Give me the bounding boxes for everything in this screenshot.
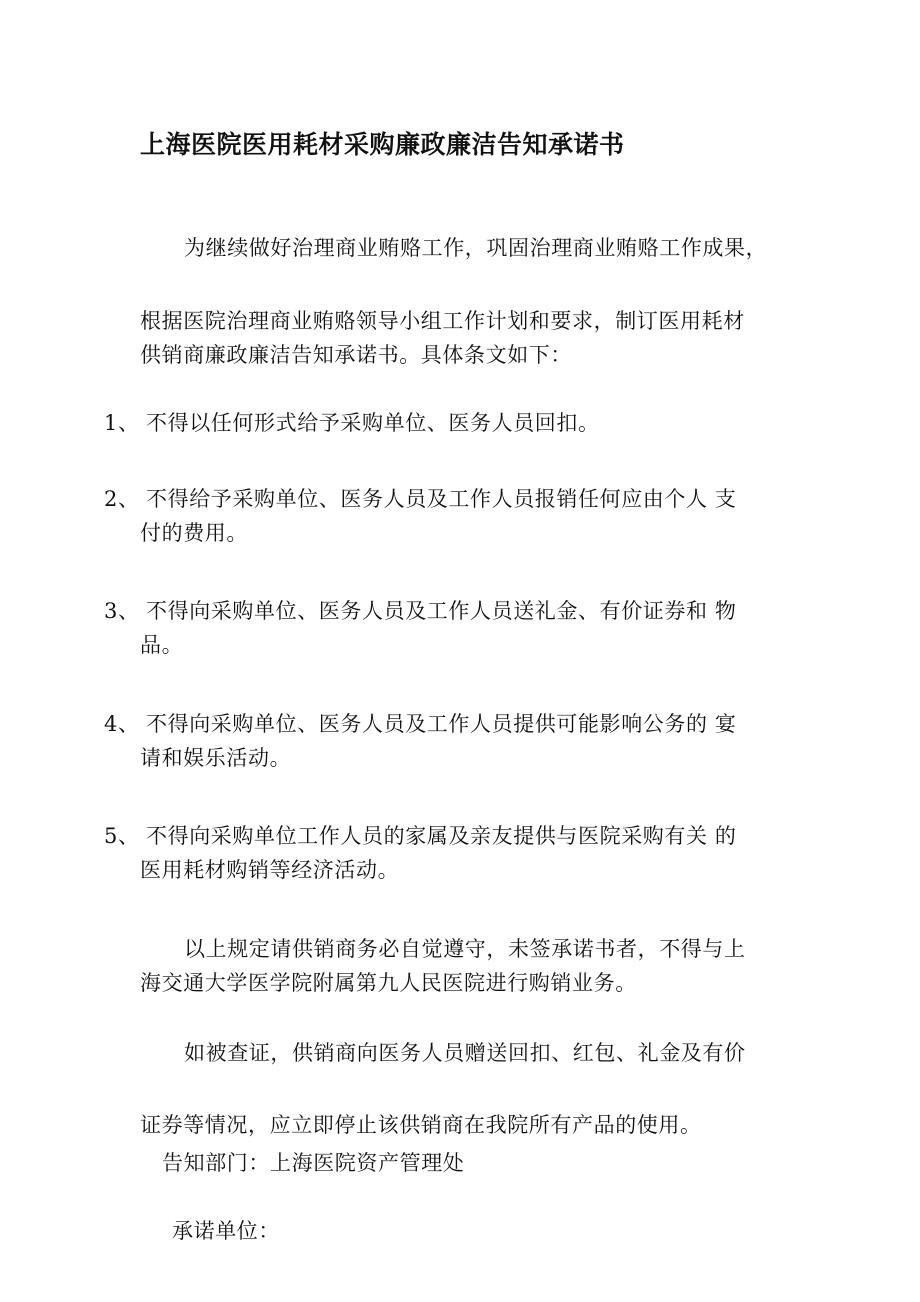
item-4-line-2: 请和娱乐活动。 bbox=[140, 746, 292, 770]
item-5-line-1: 不得向采购单位工作人员的家属及亲友提供与医院采购有关 的 bbox=[146, 824, 737, 848]
item-1-number: 1、 bbox=[104, 411, 140, 435]
item-2-number: 2、 bbox=[104, 487, 140, 511]
penalty-line-1: 如被查证，供销商向医务人员赠送回扣、红包、礼金及有价 bbox=[184, 1041, 746, 1065]
item-4-number: 4、 bbox=[104, 712, 140, 736]
document-title: 上海医院医用耗材采购廉政廉洁告知承诺书 bbox=[140, 129, 625, 159]
item-1-line-1: 不得以任何形式给予采购单位、医务人员回扣。 bbox=[146, 411, 600, 435]
item-5-line-2: 医用耗材购销等经济活动。 bbox=[140, 858, 400, 882]
item-3-line-1: 不得向采购单位、医务人员及工作人员送礼金、有价证券和 物 bbox=[146, 599, 737, 623]
intro-line-1: 为继续做好治理商业贿赂工作，巩固治理商业贿赂工作成果， bbox=[184, 236, 768, 260]
item-2-line-1: 不得给予采购单位、医务人员及工作人员报销任何应由个人 支 bbox=[146, 487, 737, 511]
item-3-line-2: 品。 bbox=[140, 633, 184, 657]
item-5-number: 5、 bbox=[104, 824, 140, 848]
item-2-line-2: 付的费用。 bbox=[140, 521, 248, 545]
rule-line-2: 海交通大学医学院附属第九人民医院进行购销业务。 bbox=[140, 971, 637, 995]
penalty-line-2: 证券等情况，应立即停止该供销商在我院所有产品的使用。 bbox=[140, 1113, 702, 1137]
intro-line-2: 根据医院治理商业贿赂领导小组工作计划和要求，制订医用耗材 bbox=[140, 309, 745, 333]
item-4-line-1: 不得向采购单位、医务人员及工作人员提供可能影响公务的 宴 bbox=[146, 712, 737, 736]
rule-line-1: 以上规定请供销商务必自觉遵守，未签承诺书者，不得与上 bbox=[184, 937, 746, 961]
promise-unit-label: 承诺单位： bbox=[172, 1219, 280, 1243]
item-3-number: 3、 bbox=[104, 599, 140, 623]
intro-line-3: 供销商廉政廉洁告知承诺书。具体条文如下： bbox=[140, 343, 572, 367]
notify-department: 告知部门：上海医院资产管理处 bbox=[162, 1151, 465, 1175]
